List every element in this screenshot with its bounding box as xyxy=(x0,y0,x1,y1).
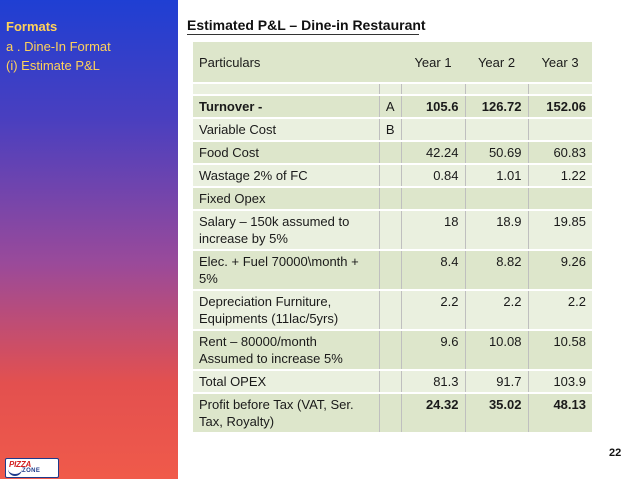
row-year-2 xyxy=(465,118,528,141)
gap-cell xyxy=(379,83,401,95)
row-year-2: 2.2 xyxy=(465,290,528,330)
table-row xyxy=(193,118,592,141)
row-particular: Turnover - xyxy=(193,95,379,118)
row-particular: Total OPEX xyxy=(193,370,379,393)
gap-cell xyxy=(528,83,592,95)
row-particular: Fixed Opex xyxy=(193,187,379,210)
row-particular: Variable Cost xyxy=(193,118,379,141)
table-row xyxy=(193,95,592,118)
row-year-1: 81.3 xyxy=(401,370,465,393)
row-year-2: 8.82 xyxy=(465,250,528,290)
row-particular: Depreciation Furniture, Equipments (11lac/5yrs) xyxy=(193,290,379,330)
logo-text-bottom: ZONE xyxy=(22,468,41,474)
row-particular: Rent – 80000/month Assumed to increase 5% xyxy=(193,330,379,370)
row-code xyxy=(379,141,401,164)
header-year-3: Year 3 xyxy=(541,54,579,70)
table-header-row xyxy=(193,42,592,83)
row-year-3: 9.26 xyxy=(528,250,592,290)
row-year-1: 2.2 xyxy=(401,290,465,330)
row-year-1: 8.4 xyxy=(401,250,465,290)
sidebar-subtitle-estimate: (i) Estimate P&L xyxy=(6,58,100,73)
row-code xyxy=(379,393,401,432)
gap-cell xyxy=(401,83,465,95)
table-row xyxy=(193,141,592,164)
row-year-2 xyxy=(465,187,528,210)
row-year-2: 18.9 xyxy=(465,210,528,250)
row-year-1: 0.84 xyxy=(401,164,465,187)
row-code xyxy=(379,370,401,393)
header-year-1: Year 1 xyxy=(414,54,452,70)
gap-cell xyxy=(193,83,379,95)
row-year-1: 24.32 xyxy=(401,393,465,432)
row-year-1: 105.6 xyxy=(401,95,465,118)
row-particular: Elec. + Fuel 70000\month + 5% xyxy=(193,250,379,290)
table-row xyxy=(193,250,592,290)
row-year-2: 1.01 xyxy=(465,164,528,187)
row-year-2: 50.69 xyxy=(465,141,528,164)
header-gap-row xyxy=(193,83,592,95)
header-particulars: Particulars xyxy=(199,54,261,70)
pl-table xyxy=(193,42,592,432)
row-year-2: 126.72 xyxy=(465,95,528,118)
row-particular: Salary – 150k assumed to increase by 5% xyxy=(193,210,379,250)
row-code xyxy=(379,250,401,290)
row-code xyxy=(379,330,401,370)
table-row xyxy=(193,187,592,210)
pizza-zone-logo xyxy=(5,458,59,478)
logo-text-top: PIZZA xyxy=(9,460,32,469)
row-year-3: 1.22 xyxy=(528,164,592,187)
row-code xyxy=(379,187,401,210)
row-year-1: 18 xyxy=(401,210,465,250)
row-year-2: 91.7 xyxy=(465,370,528,393)
header-code xyxy=(379,42,401,83)
sidebar-title: Formats xyxy=(6,19,58,34)
row-code xyxy=(379,210,401,250)
table-row xyxy=(193,210,592,250)
row-particular: Food Cost xyxy=(193,141,379,164)
row-year-1 xyxy=(401,187,465,210)
table-row xyxy=(193,330,592,370)
sidebar-subtitle-format: a . Dine-In Format xyxy=(6,39,111,54)
row-year-1: 9.6 xyxy=(401,330,465,370)
row-year-2: 35.02 xyxy=(465,393,528,432)
row-year-2: 10.08 xyxy=(465,330,528,370)
table-row xyxy=(193,164,592,187)
row-year-3 xyxy=(528,187,592,210)
row-code xyxy=(379,290,401,330)
row-year-1: 42.24 xyxy=(401,141,465,164)
title-underline xyxy=(187,34,419,35)
row-code xyxy=(379,164,401,187)
row-particular: Wastage 2% of FC xyxy=(193,164,379,187)
row-year-3: 48.13 xyxy=(528,393,592,432)
table-row xyxy=(193,370,592,393)
row-year-3: 2.2 xyxy=(528,290,592,330)
row-particular: Profit before Tax (VAT, Ser. Tax, Royalty) xyxy=(193,393,379,432)
row-year-3: 10.58 xyxy=(528,330,592,370)
gap-cell xyxy=(465,83,528,95)
row-year-1 xyxy=(401,118,465,141)
row-year-3 xyxy=(528,118,592,141)
row-code: A xyxy=(379,95,401,118)
sidebar-panel xyxy=(0,0,178,479)
row-year-3: 152.06 xyxy=(528,95,592,118)
page-number: 22 xyxy=(609,447,622,459)
table-row xyxy=(193,393,592,432)
pl-table-body xyxy=(193,42,592,432)
logo-swoosh-icon xyxy=(8,469,22,476)
row-code: B xyxy=(379,118,401,141)
row-year-3: 19.85 xyxy=(528,210,592,250)
table-row xyxy=(193,290,592,330)
slide-title: Estimated P&L – Dine-in Restaurant xyxy=(187,17,426,33)
row-year-3: 60.83 xyxy=(528,141,592,164)
header-year-2: Year 2 xyxy=(477,54,516,70)
row-year-3: 103.9 xyxy=(528,370,592,393)
